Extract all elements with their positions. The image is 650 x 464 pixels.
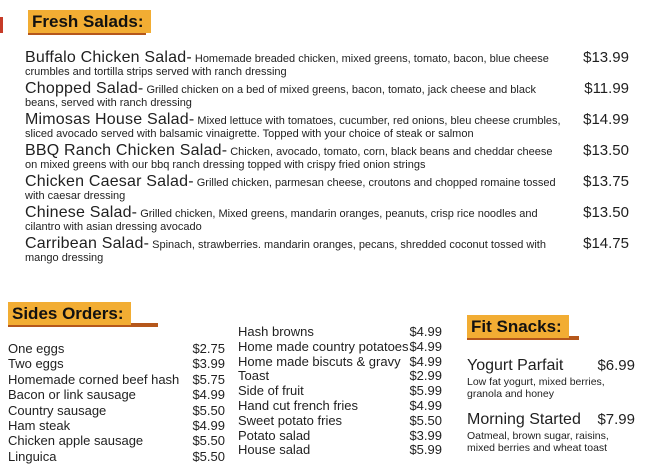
menu-item [238,414,442,429]
item-price: $3.99 [192,356,225,372]
menu-item [238,443,442,458]
menu-item [25,204,629,233]
menu-item [25,173,629,202]
fresh-salads-list [25,49,629,264]
item-price: $4.99 [409,353,442,369]
item-name: Morning Started [467,411,581,428]
menu-item [8,433,225,448]
item-name: Chicken Caesar Salad- [25,173,194,190]
item-name: Home made country potatoes [238,338,409,354]
section-title: Fit Snacks: [467,315,569,338]
item-price: $5.99 [409,383,442,399]
menu-item [238,429,442,444]
item-price: $2.99 [409,368,442,384]
menu-item [8,356,225,371]
item-name: Yogurt Parfait [467,357,564,374]
item-name: Toast [238,368,270,384]
item-name: Chopped Salad- [25,80,144,97]
item-name: Ham steak [8,418,71,434]
item-name: Potato salad [238,427,311,443]
item-price: $5.99 [409,442,442,458]
sides-orders-header [8,302,158,327]
item-description: Grilled chicken, parmesan cheese, croutons and chopped romaine tossed with caesar dressing [25,177,556,202]
menu-item [25,111,629,140]
item-text [25,204,565,233]
menu-item [25,80,629,109]
item-price: $5.75 [192,371,225,387]
menu-item [238,384,442,399]
item-text [25,173,565,202]
menu-item [238,325,442,340]
item-description: Oatmeal, brown sugar, raisins, mixed berries and wheat toast [467,430,609,454]
item-price: $4.99 [409,338,442,354]
menu-item [8,418,225,433]
item-header-row [467,411,635,429]
section-title: Fresh Salads: [28,10,151,33]
item-name: Country sausage [8,402,107,418]
item-price: $13.50 [583,142,629,159]
fit-snacks-header [467,315,579,340]
item-price: $5.50 [192,402,225,418]
item-text [25,49,565,78]
item-description: Low fat yogurt, mixed berries, granola and honey [467,376,605,400]
item-name: Linguica [8,448,57,464]
item-price: $13.99 [583,49,629,66]
menu-item [25,235,629,264]
item-price: $4.99 [192,418,225,434]
item-price: $4.99 [409,397,442,413]
item-name: Bacon or link sausage [8,387,136,403]
item-price: $6.99 [597,357,635,374]
section-title: Sides Orders: [8,302,131,325]
item-price: $5.50 [192,448,225,464]
item-price: $4.99 [192,387,225,403]
item-name: Chicken apple sausage [8,433,144,449]
item-name: Mimosas House Salad- [25,111,195,128]
fresh-salads-header [28,10,650,35]
item-header-row [467,357,635,375]
item-name: BBQ Ranch Chicken Salad- [25,142,228,159]
item-price: $7.99 [597,411,635,428]
item-text [25,142,565,171]
item-description: Grilled chicken on a bed of mixed greens, bacon, tomato, jack cheese and black beans, served with ranch dressing [25,84,536,109]
menu-item [8,403,225,418]
item-price: $13.75 [583,173,629,190]
menu-item [467,357,635,400]
menu-item [8,449,225,464]
item-text [25,111,565,140]
menu-item [8,387,225,402]
item-name: Carribean Salad- [25,235,150,252]
fit-snacks-list [467,357,635,464]
item-price: $2.75 [192,341,225,356]
item-price: $14.99 [583,111,629,128]
item-name: Homemade corned beef hash [8,371,180,387]
item-description: Mixed lettuce with tomatoes, cucumber, red onions, bleu cheese crumbles, sliced avocado served with balsamic vinaigrette. Topped with your choice of steak or salmon [25,115,561,140]
item-description: Chicken, avocado, tomato, corn, black beans and cheddar cheese on mixed greens with our bbq ranch dressing topped with crispy fried onion strings [25,146,553,171]
item-price: $14.75 [583,235,629,252]
item-description: Spinach, strawberries. mandarin oranges, pecans, shredded coconut tossed with mango dressing [25,239,546,264]
menu-item [238,340,442,355]
menu-item [8,341,225,356]
edge-accent-mark [0,17,3,33]
item-description: Homemade breaded chicken, mixed greens, tomato, bacon, blue cheese crumbles and tortilla strips served with ranch dressing [25,53,549,78]
menu-item [25,49,629,78]
item-price: $11.99 [584,80,629,97]
item-price: $5.50 [409,412,442,428]
item-price: $4.99 [409,324,442,339]
item-name: Side of fruit [238,383,304,399]
sides-column-1 [8,341,225,464]
item-name: Chinese Salad- [25,204,138,221]
item-name: Hand cut french fries [238,397,358,413]
menu-item [467,411,635,454]
item-name: Two eggs [8,356,64,372]
item-text [25,80,565,109]
item-description: Grilled chicken, Mixed greens, mandarin oranges, peanuts, crisp rice noodles and cilantro with asian dressing avocado [25,208,538,233]
menu-item [238,369,442,384]
item-price: $3.99 [409,427,442,443]
item-price: $13.50 [583,204,629,221]
menu-item [8,372,225,387]
item-name: Sweet potato fries [238,412,343,428]
menu-item [238,399,442,414]
menu-item [238,355,442,370]
item-name: House salad [238,442,311,458]
item-name: Buffalo Chicken Salad- [25,49,192,66]
item-name: Home made biscuts & gravy [238,353,401,369]
menu-item [25,142,629,171]
item-name: Hash browns [238,324,314,339]
item-text [25,235,565,264]
item-name: One eggs [8,341,65,356]
sides-column-2 [238,325,442,458]
item-price: $5.50 [192,433,225,449]
